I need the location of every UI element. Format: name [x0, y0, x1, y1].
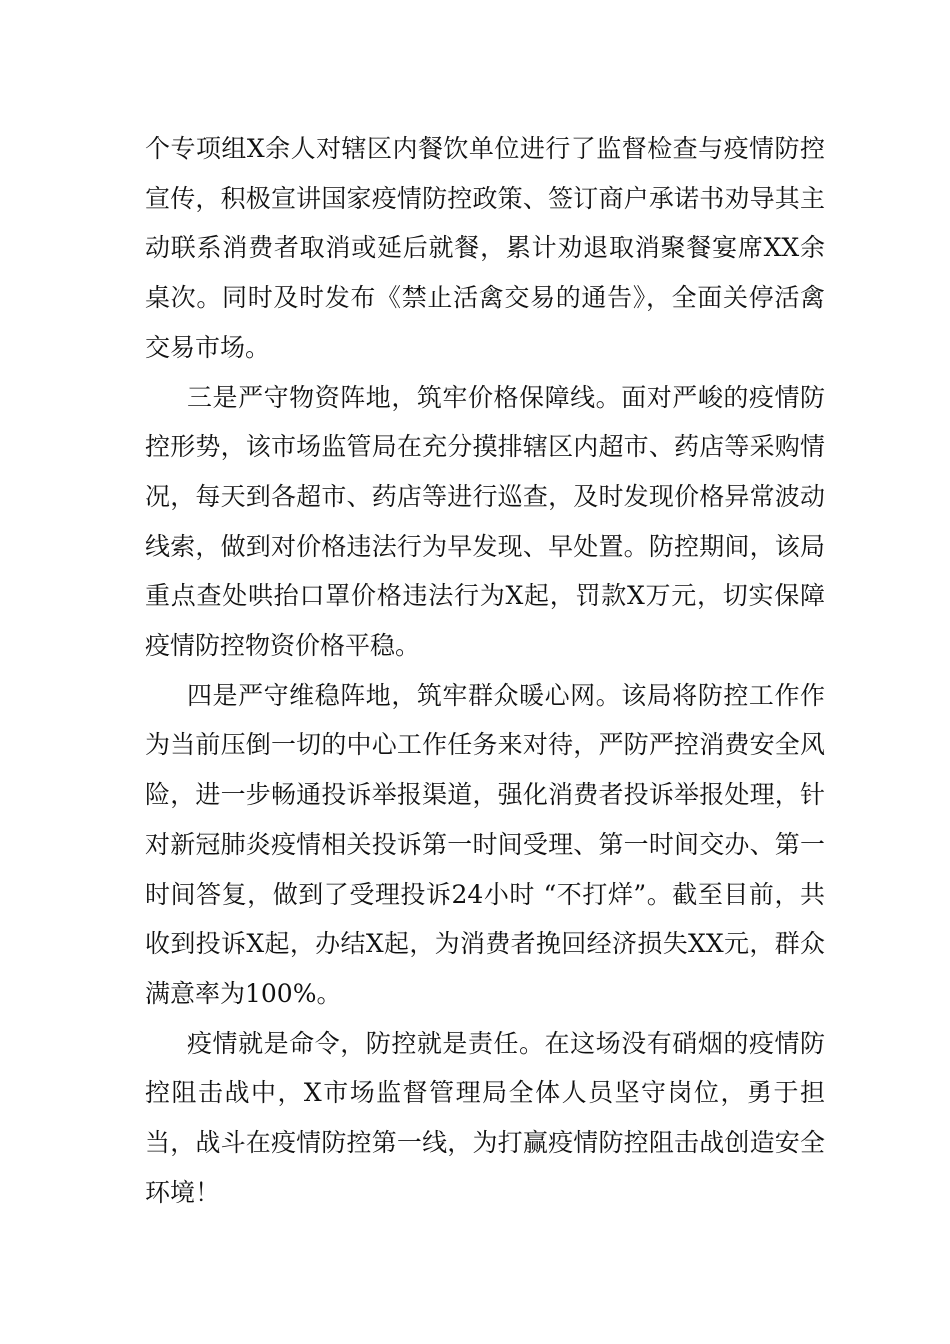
- paragraph-stability-maintenance: 四是严守维稳阵地，筑牢群众暖心网。该局将防控工作作为当前压倒一切的中心工作任务来对待，严防严控消费安全风险，进一步畅通投诉举报渠道，强化消费者投诉举报处理，针对新冠肺炎疫情相关投诉第一时间受理、第一时间交办、第一时间答复，做到了受理投诉24小时 “不打烊”。截至目前，共收到投诉X起，办结X起，为消费者挽回经济损失XX元，群众满意率为100%。: [145, 680, 825, 1008]
- paragraph-conclusion: 疫情就是命令，防控就是责任。在这场没有硝烟的疫情防控阻击战中，X市场监督管理局全体人员坚守岗位，勇于担当，战斗在疫情防控第一线，为打赢疫情防控阻击战创造安全环境！: [145, 1028, 825, 1207]
- paragraph-continued: 个专项组X余人对辖区内餐饮单位进行了监督检查与疫情防控宣传，积极宣讲国家疫情防控政策、签订商户承诺书劝导其主动联系消费者取消或延后就餐，累计劝退取消聚餐宴席XX余桌次。同时及时发布《禁止活禽交易的通告》，全面关停活禽交易市场。: [145, 134, 825, 362]
- document-body: [145, 124, 825, 1217]
- paragraph-price-protection: 三是严守物资阵地，筑牢价格保障线。面对严峻的疫情防控形势，该市场监管局在充分摸排辖区内超市、药店等采购情况，每天到各超市、药店等进行巡查，及时发现价格异常波动线索，做到对价格违法行为早发现、早处置。防控期间，该局重点查处哄抬口罩价格违法行为X起，罚款X万元，切实保障疫情防控物资价格平稳。: [145, 382, 825, 661]
